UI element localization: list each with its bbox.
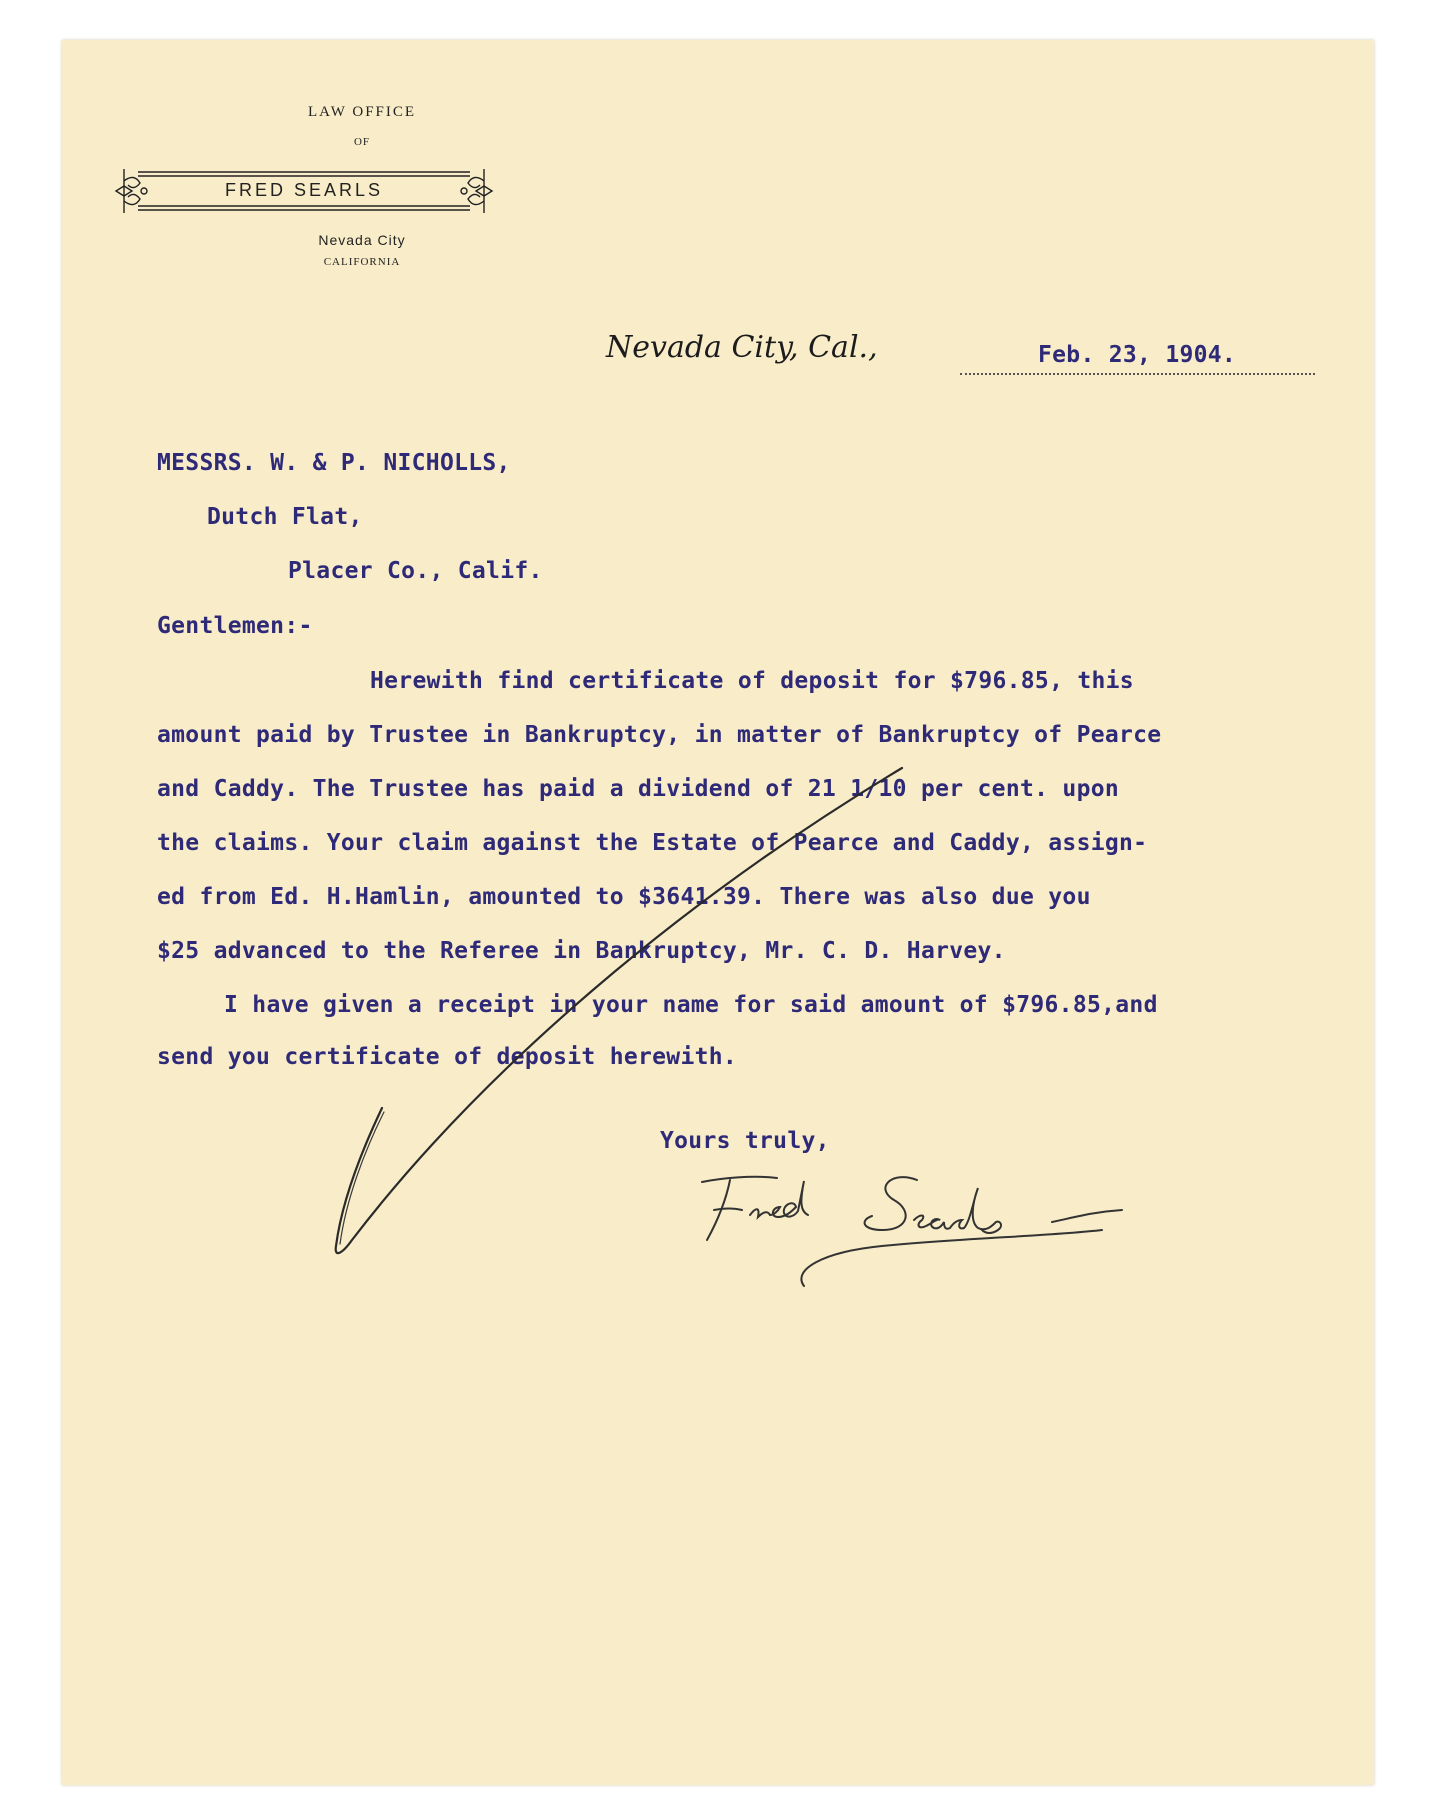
body-line: I have given a receipt in your name for said amount of $796.85,and [224,992,1158,1018]
letterhead-of: OF [353,136,371,148]
body-line: ed from Ed. H.Hamlin, amounted to $3641.39. There was also due you [157,884,1091,910]
handwritten-ink-layer [62,40,1374,1785]
signature-fred-searls [702,1177,1122,1286]
address-line-1: MESSRS. W. & P. NICHOLLS, [157,450,511,476]
body-line: and Caddy. The Trustee has paid a dividend of 21 1/10 per cent. upon [157,776,1120,802]
body-line: Herewith find certificate of deposit for $796.85, this [370,668,1134,694]
body-line: the claims. Your claim against the Estate of Pearce and Caddy, assign- [157,830,1148,856]
letter-paper [62,40,1374,1785]
body-line: $25 advanced to the Referee in Bankruptcy, Mr. C. D. Harvey. [157,938,1006,964]
letterhead-firm-name: FRED SEARLS [224,180,384,200]
salutation: Gentlemen:- [157,613,313,639]
letterhead-city: Nevada City [318,232,406,248]
dateline-dotted-rule [960,373,1315,375]
letterhead-name-frame [114,166,494,216]
dateline-place: Nevada City, Cal., [606,330,878,365]
letterhead-state: CALIFORNIA [323,256,401,268]
address-line-3: Placer Co., Calif. [288,558,543,584]
letterhead-law-office: LAW OFFICE [307,104,417,120]
closing: Yours truly, [660,1128,830,1154]
body-line: send you certificate of deposit herewith. [157,1044,738,1070]
address-line-2: Dutch Flat, [207,504,363,530]
body-line: amount paid by Trustee in Bankruptcy, in matter of Bankruptcy of Pearce [157,722,1162,748]
dateline-date: Feb. 23, 1904. [1038,342,1237,368]
